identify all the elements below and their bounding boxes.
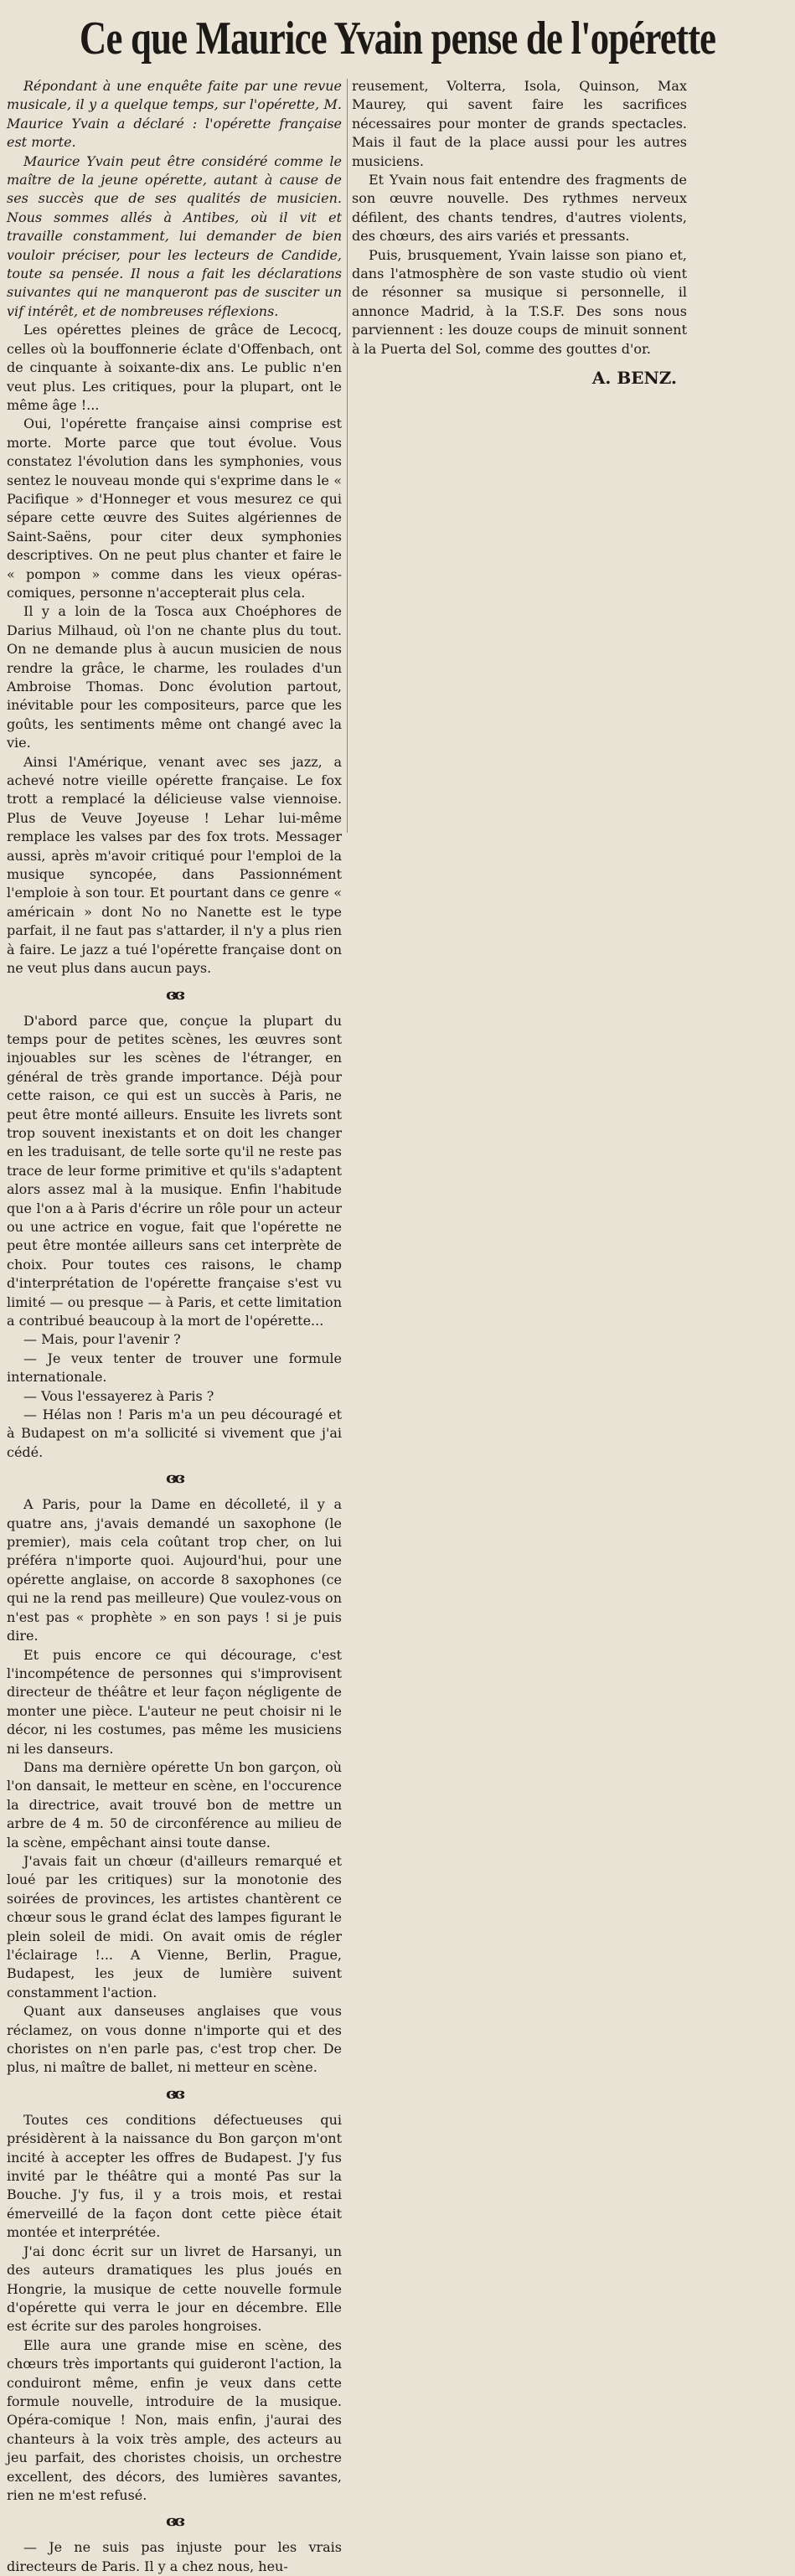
article-paragraph: reusement, Volterra, Isola, Quinson, Max Maurey, qui savent faire les sacrifices nécessaires pour monter de grands spectacles. Mais il faut de la place aussi pour les autres musiciens. bbox=[352, 78, 687, 169]
article-paragraph: Dans ma dernière opérette Un bon garçon, où l'on dansait, le metteur en scène, en l'occurence la directrice, avait trouvé bon de mettre un arbre de 4 m. 50 de circonférence au milieu de la scène, empêchant ainsi toute danse. bbox=[7, 1758, 342, 1851]
article-paragraph: Et puis encore ce qui décourage, c'est l'incompétence de personnes qui s'improvisent directeur de théâtre et leur façon négligente de monter une pièce. L'auteur ne peut choisir ni le décor, ni les costumes, pas même les musiciens ni les danseurs. bbox=[7, 1646, 342, 1757]
article-paragraph: Toutes ces conditions défectueuses qui présidèrent à la naissance du Bon garçon m'ont incité à accepter les offres de Budapest. J'y fus invité par le théâtre qui a monté Pas sur la Bouche. J'y fus, il y a trois mois, et restai émerveillé de la façon dont cette pièce était montée et interprétée. bbox=[7, 2111, 342, 2241]
section-separator: ɞɞ bbox=[166, 2512, 183, 2531]
article-paragraph: Elle aura une grande mise en scène, des chœurs très importants qui guideront l'action, la conduiront même, enfin je veux dans cette formule nouvelle, introduire de la musique. Opéra-comique ! Non, mais enfin, j'aurai des chanteurs à la voix très ample, des acteurs au jeu parfait, des choristes choisis, un orchestre excellent, des décors, des lumières savantes, rien ne m'est refusé. bbox=[7, 2336, 342, 2503]
article-paragraph: Il y a loin de la Tosca aux Choéphores de Darius Milhaud, où l'on ne chante plus du tout. On ne demande plus à aucun musicien de nous rendre la grâce, le charme, les roulades d'un Ambroise Thomas. Donc évolution partout, inévitable pour les compositeurs, parce que les goûts, les sentiments même ont changé avec la vie. bbox=[7, 603, 342, 751]
article-paragraph: Puis, brusquement, Yvain laisse son piano et, dans l'atmosphère de son vaste studio où vient de résonner sa musique si personnelle, il annonce Madrid, à la T.S.F. Des sons nous parviennent : les douze coups de minuit sonnent à la Puerta del Sol, comme des gouttes d'or. bbox=[352, 246, 687, 357]
article-paragraph: — Vous l'essayerez à Paris ? bbox=[23, 1387, 214, 1404]
article-paragraph: Quant aux danseuses anglaises que vous réclamez, on vous donne n'importe qui et des choristes on n'en parle pas, c'est trop cher. De plus, ni maître de ballet, ni metteur en scène. bbox=[7, 2003, 342, 2076]
article-paragraph: Oui, l'opérette française ainsi comprise est morte. Morte parce que tout évolue. Vous constatez l'évolution dans les symphonies, vous sentez le nouveau monde qui s'exprime dans le « Pacifique » d'Honneger et vous mesurez ce qui sépare cette œuvre des Suites algériennes de Saint-Saëns, pour citer deux symphonies descriptives. On ne peut plus chanter et faire le « pompon » comme dans les vieux opéras-comiques, personne n'accepterait plus cela. bbox=[7, 416, 342, 601]
article-title: Ce que Maurice Yvain pense de l'opérette bbox=[79, 13, 716, 65]
section-separator: ɞɞ bbox=[166, 2084, 183, 2103]
right-paragraphs bbox=[352, 77, 687, 359]
article-paragraph: A Paris, pour la Dame en décolleté, il y a quatre ans, j'avais demandé un saxophone (le premier), mais cela coûtant trop cher, on lui préféra n'importe quoi. Aujourd'hui, pour une opérette anglaise, on accorde 8 saxophones (ce qui ne la rend pas meilleure) Que voulez-vous on n'est pas « prophète » en son pays ! si je puis dire. bbox=[7, 1496, 342, 1644]
article-paragraph: Maurice Yvain peut être considéré comme le maître de la jeune opérette, autant à cause de ses succès que de ses qualités de musicien. Nous sommes allés à Antibes, où il vit et travaille constamment, lui demander de bien vouloir préciser, pour les lecteurs de Candide, toute sa pensée. Il nous a fait les déclarations suivantes qui ne manqueront pas de susciter un vif intérêt, et de nombreuses réflexions. bbox=[7, 152, 342, 319]
article-paragraph: J'ai donc écrit sur un livret de Harsanyi, un des auteurs dramatiques les plus joués en Hongrie, la musique de cette nouvelle formule d'opérette qui verra le jour en décembre. Elle est écrite sur des paroles hongroises. bbox=[7, 2243, 342, 2335]
article-paragraph: Répondant à une enquête faite par une revue musicale, il y a quelque temps, sur l'opérette, M. Maurice Yvain a déclaré : l'opérette française est morte. bbox=[7, 78, 342, 151]
article-paragraph: Les opérettes pleines de grâce de Lecocq, celles où la bouffonnerie éclate d'Offenbach, ont de cinquante à soixante-dix ans. Le public n'en veut plus. Les critiques, pour la plupart, ont le même âge !... bbox=[7, 322, 342, 413]
left-column bbox=[7, 77, 342, 2574]
section-separator: ɞɞ bbox=[166, 1469, 183, 1488]
article-paragraph: — Je veux tenter de trouver une formule internationale. bbox=[7, 1350, 342, 1386]
section-separator: ɞɞ bbox=[166, 985, 183, 1004]
article-paragraph: Et Yvain nous fait entendre des fragments de son œuvre nouvelle. Des rythmes nerveux défilent, des chants tendres, d'autres violents, des chœurs, des airs variés et pressants. bbox=[352, 172, 687, 245]
article-paragraph: — Hélas non ! Paris m'a un peu découragé et à Budapest on m'a sollicité si vivement que j'ai cédé. bbox=[7, 1407, 342, 1460]
column-divider bbox=[347, 79, 348, 833]
article-paragraph: — Mais, pour l'avenir ? bbox=[23, 1331, 181, 1348]
article-paragraph: Ainsi l'Amérique, venant avec ses jazz, a achevé notre vieille opérette française. Le fox trott a remplacé la délicieuse valse viennoise. Plus de Veuve Joyeuse ! Lehar lui-même remplace les valses par des fox trots. Messager aussi, après m'avoir critiqué pour l'emploi de la musique syncopée, dans Passionnément l'emploie à son tour. Et pourtant dans ce genre « américain » dont No no Nanette est le type parfait, il ne faut pas s'attarder, il n'y a plus rien à faire. Le jazz a tué l'opérette française dont on ne veut plus dans aucun pays. bbox=[7, 753, 342, 977]
article-paragraph: — Je ne suis pas injuste pour les vrais directeurs de Paris. Il y a chez nous, heu- bbox=[7, 2539, 342, 2574]
right-column bbox=[352, 77, 687, 390]
author-signature: A. BENZ. bbox=[591, 368, 677, 389]
article-paragraph: J'avais fait un chœur (d'ailleurs remarqué et loué par les critiques) sur la monotonie des soirées de provinces, les artistes chantèrent ce chœur sous le grand éclat des lampes figurant le plein soleil de midi. On avait omis de régler l'éclairage !... A Vienne, Berlin, Prague, Budapest, les jeux de lumière suivent constamment l'action. bbox=[7, 1852, 342, 2000]
article-paragraph: D'abord parce que, conçue la plupart du temps pour de petites scènes, les œuvres sont injouables sur les scènes de l'étranger, en général de très grande importance. Déjà pour cette raison, ce qui est un succès à Paris, ne peut être monté ailleurs. Ensuite les livrets sont trop souvent inexistants et on doit les changer en les traduisant, de telle sorte qu'il ne reste pas trace de leur forme primitive et qu'ils s'adaptent alors assez mal à la musique. Enfin l'habitude que l'on a à Paris d'écrire un rôle pour un acteur ou une actrice en vogue, fait que l'opérette ne peut être montée ailleurs sans cet interprète de choix. Pour toutes ces raisons, le champ d'interprétation de l'opérette française s'est vu limité — ou presque — à Paris, et cette limitation a contribué beaucoup à la mort de l'opérette... bbox=[7, 1012, 342, 1329]
